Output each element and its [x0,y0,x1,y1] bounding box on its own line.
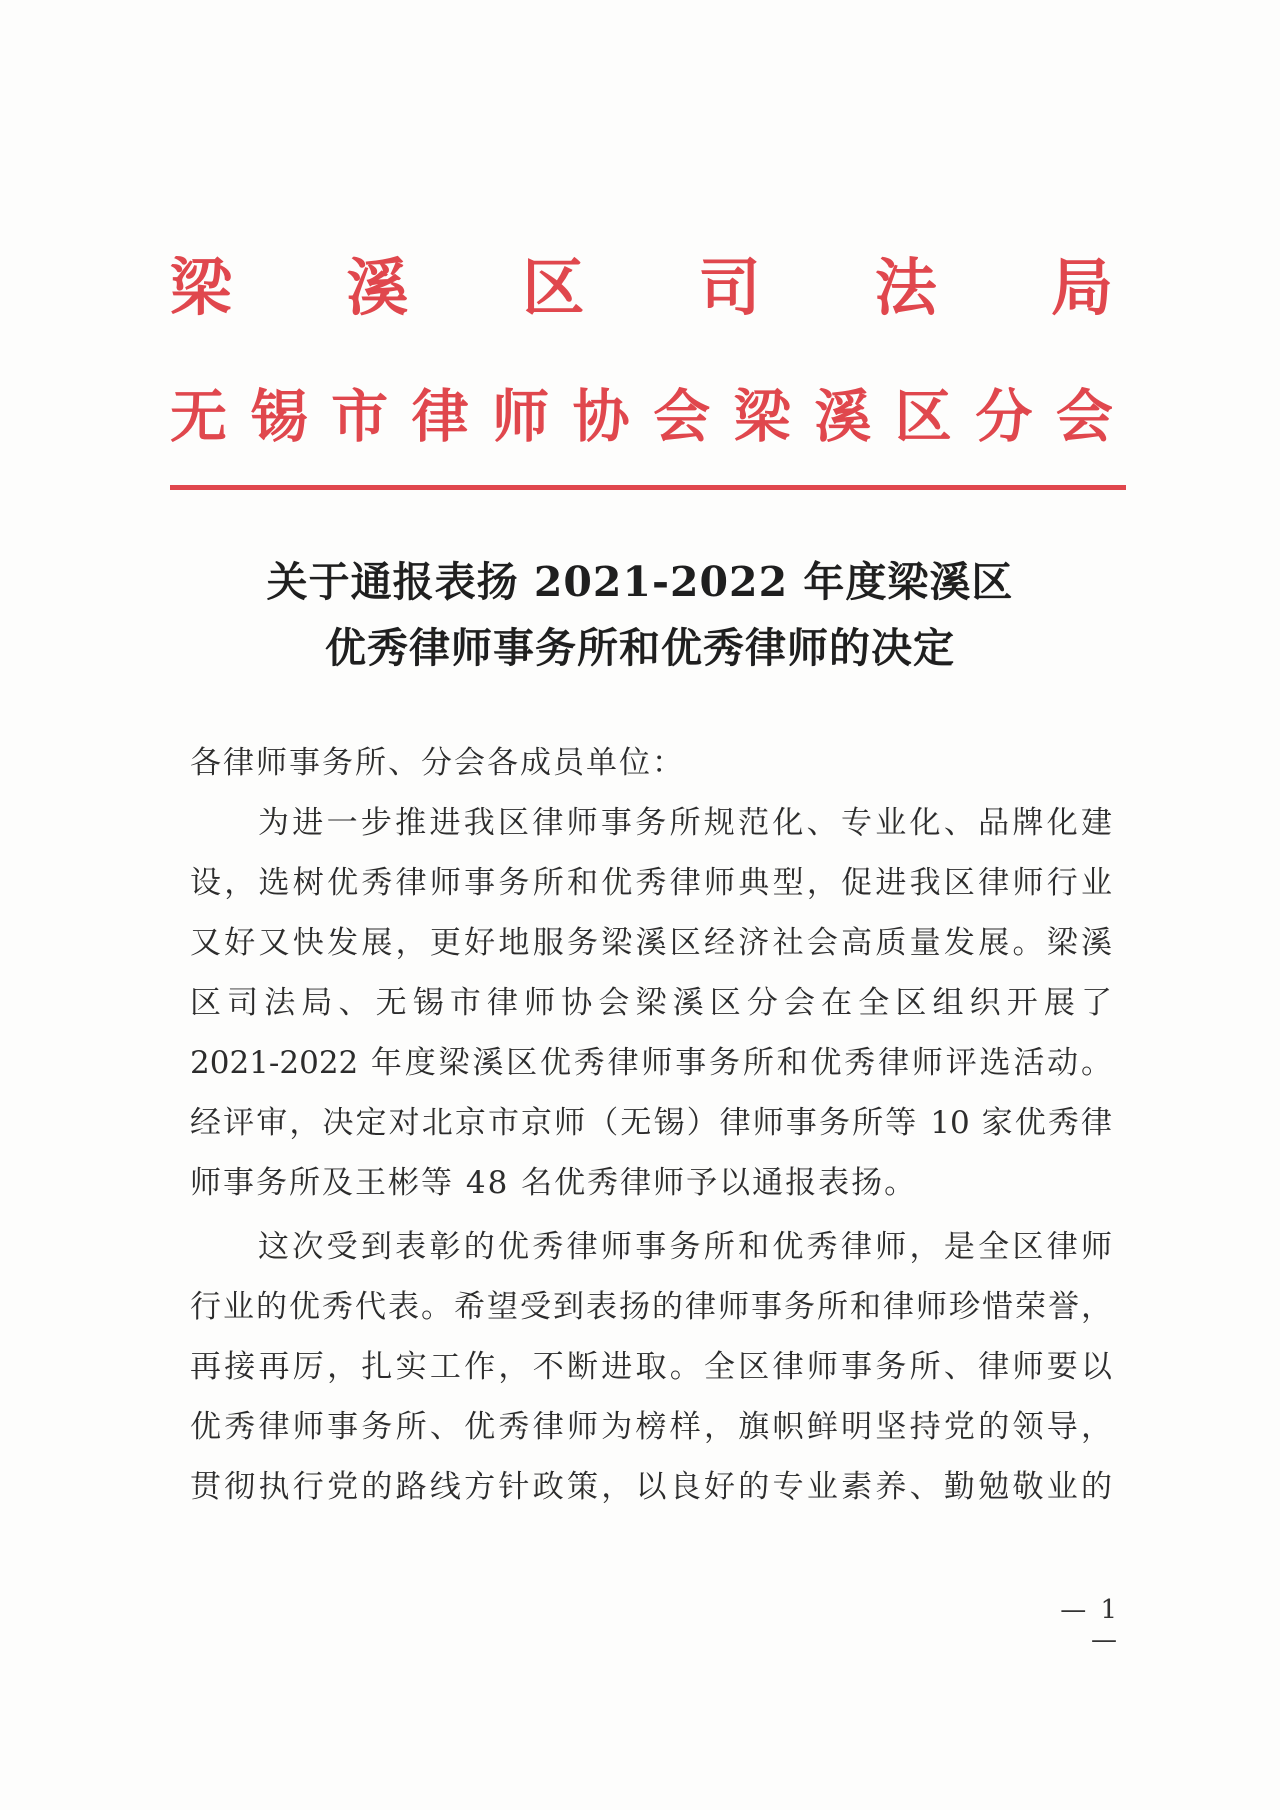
body-line: 经评审，决定对北京市京师（无锡）律师事务所等 10 家优秀律 [190,1105,1112,1141]
masthead-char: 市 [331,383,389,450]
masthead-char: 梁 [733,383,791,450]
masthead-char: 区 [894,383,952,450]
body-line: 师事务所及王彬等 48 名优秀律师予以通报表扬。 [190,1165,918,1201]
masthead-char: 溪 [814,383,872,450]
masthead-char: 无 [170,383,227,450]
body-line: 又好又快发展，更好地服务梁溪区经济社会高质量发展。梁溪 [190,925,1112,961]
masthead-divider [170,485,1126,490]
masthead-char: 局 [1050,251,1113,324]
masthead-char: 会 [653,383,711,450]
body-line: 行业的优秀代表。希望受到表扬的律师事务所和律师珍惜荣誉， [190,1289,1112,1325]
masthead-char: 协 [572,383,630,450]
masthead-char: 律 [411,383,469,450]
page-number: — 1 — [1060,1595,1120,1655]
masthead-char: 师 [492,383,550,450]
body-line: 2021-2022 年度梁溪区优秀律师事务所和优秀律师评选活动。 [190,1045,1112,1081]
masthead-org-justice-bureau [170,253,1113,323]
body-line: 区司法局、无锡市律师协会梁溪区分会在全区组织开展了 [190,985,1112,1021]
masthead-char: 法 [874,251,937,324]
body-line: 这次受到表彰的优秀律师事务所和优秀律师，是全区律师 [258,1229,1112,1265]
masthead-char: 分 [975,383,1033,450]
masthead-char: 司 [698,251,761,324]
body-line: 设，选树优秀律师事务所和优秀律师典型，促进我区律师行业 [190,865,1112,901]
masthead-char: 会 [1055,383,1113,450]
masthead-char: 区 [522,251,585,324]
salutation: 各律师事务所、分会各成员单位： [190,745,685,781]
document-title-line-2: 优秀律师事务所和优秀律师的决定 [325,624,955,672]
body-line: 贯彻执行党的路线方针政策，以良好的专业素养、勤勉敬业的 [190,1469,1112,1505]
document-title-line-1: 关于通报表扬 2021-2022 年度梁溪区 [266,558,1014,606]
body-line: 再接再厉，扎实工作，不断进取。全区律师事务所、律师要以 [190,1349,1112,1385]
masthead-char: 锡 [250,383,308,450]
body-line: 优秀律师事务所、优秀律师为榜样，旗帜鲜明坚持党的领导， [190,1409,1112,1445]
masthead-char: 梁 [170,251,233,324]
masthead-char: 溪 [346,251,409,324]
masthead-org-lawyers-association [170,385,1113,449]
body-line: 为进一步推进我区律师事务所规范化、专业化、品牌化建 [258,805,1112,841]
